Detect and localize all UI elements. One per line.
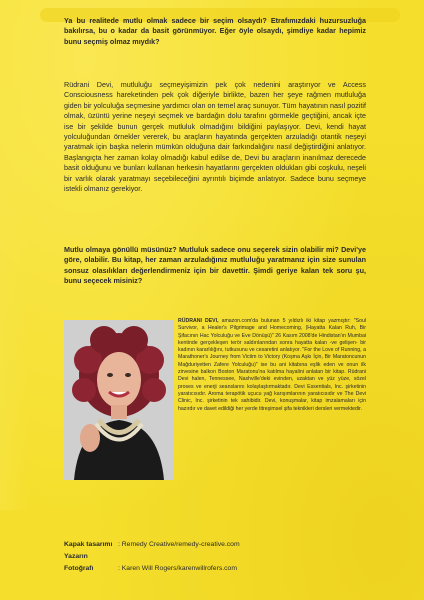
brush-stroke-decoration (0, 90, 30, 510)
cover-design-label: Kapak tasarımı (64, 541, 113, 548)
author-name: RÜDRANI DEVI, (178, 318, 219, 324)
author-photo-label: Yazarın Fotoğrafı (64, 553, 94, 572)
author-bio-text: amazon.com'da bulunan 5 yıldızlı iki kitap yazmıştır: "Soul Survivor, a Healer's Pilgrimage and Homecoming, (Hayatta Kalan Ruh, Bir Şifacının Hac Yolculuğu ve Eve Dönüşü)" 26 Kasım 2008'de Hindistan'ın Mumbai kentinde gerçekleşen terör saldırılarından sonra hayatta kalan -ve gelişen- bir kadının kararlılığını, tutkusunu ve cesaretini anlatıyor. "For the Love of Running, a Marathoner's Journey from Victim to Victory (Koşma Aşkı İçin, Bir Maratoncunun Mağduriyetten Zafere Yolculuğu)" ise bu ani kitabına eşlik eden ve onun ilk zirvesine balkon Boston Maratonu'na katılma hayalini anlatan bir kitap. Rüdrani Devi halen, Tennessee, Nashville'deki evinden, uzaktan ve yüz yüze, sözel proses ve enerji seanslarını kolaylaştırmaktadır. Devi Essentials, Inc. şirketinin yaratıcısıdır. Aroma terapötik uçucu yağ karışımlarının yaratıcısıdır ve The Devi Clinic, Inc. şirketinin tek sahibidir. Devi, konuşmalar, kitap imzalamaları için hazırdır ve davet edildiği her yerde titreşimsel şifa teknikleri dersleri vermektedir. (178, 318, 366, 412)
cover-design-value: : Remedy Creative/remedy-creative.com (118, 541, 240, 548)
credits (64, 539, 364, 575)
cover-design-credit (64, 539, 364, 551)
description-paragraph: Rüdrani Devi, mutluluğu seçmeyişimizin pek çok nedenini araştırıyor ve Access Consciousness hareketinden pek çok diğeriyle birlikte, bazen her şeye rağmen mutluluğa giden bir yolculuğa seçmesine yardımcı olan on temel araç sunuyor. Tüm hayatının nasıl pozitif olmak, üzüntü yerine neşeyi seçmek ve bardağın dolu tarafını görmekle geçtiğini, ancak içte ise bir şekilde bunun gerçek mutluluk olmadığını bildiğini paylaşıyor. Devi, kendi hayat yolculuğundan örnekler vererek, bu araçların hayatında gerçekten arzuladığı otantik neşeyi yaratmak için başka nelerin mümkün olduğuna dair farkındalığını nasıl değiştirdiğini anlatıyor. Başlangıçta her zaman kolay olmadığı kabul edilse de, Devi bu araçların inanılmaz derecede basit olduğunu ve bunları kullanan herkesin hayatlarını gerçekten oldukları gibi coşkulu, neşeli bir varlık olarak yaratmayı seçebileceğini ayrıntılı biçimde anlatıyor. Sadece bunu seçmeye istekli olmanız gerekiyor. (64, 80, 366, 194)
author-photo-value: : Karen Will Rogers/karenwillrofers.com (118, 565, 237, 572)
author-photo-credit (64, 551, 364, 575)
author-photo (64, 320, 174, 480)
author-bio (178, 318, 366, 413)
intro-paragraph: Ya bu realitede mutlu olmak sadece bir seçim olsaydı? Etrafımızdaki huzursuzluğa bakılırsa, bu o kadar da basit görünmüyor. Eğer öyle olsaydı, şimdiye kadar hepimiz bunu seçmiş olmaz mıydık? (64, 16, 366, 46)
author-portrait-illustration (64, 320, 174, 480)
closing-paragraph: Mutlu olmaya gönüllü müsünüz? Mutluluk sadece onu seçerek sizin olabilir mi? Devi'ye göre, olabilir. Bu kitap, her zaman arzuladığınız mutluluğu yaratmanız için size sunulan sonsuz olasılıkları değerlendirmeniz için bir davettir. Şimdi geriye kalan tek soru şu, bunu seçecek misiniz? (64, 245, 366, 286)
